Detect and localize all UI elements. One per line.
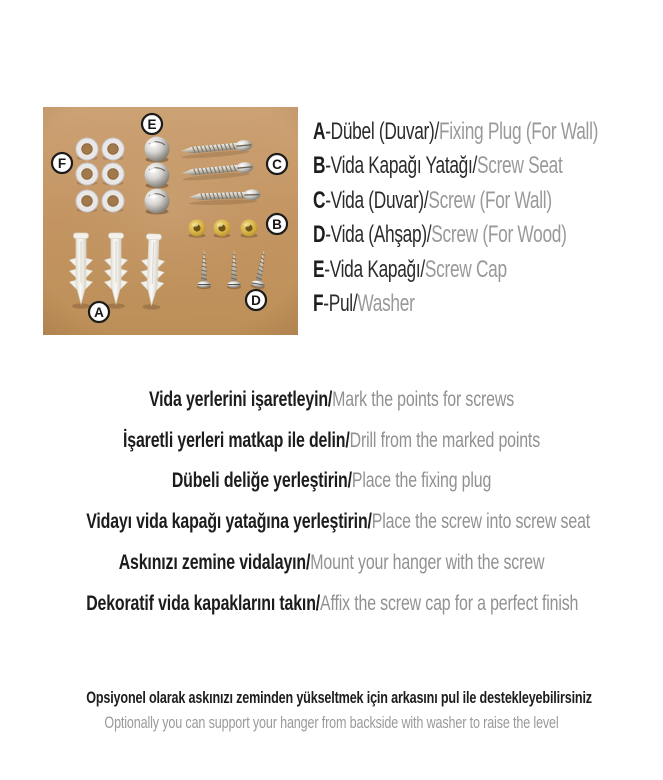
- legend-item-b: [313, 149, 562, 183]
- step-turkish: İşaretli yerleri matkap ile delin/: [122, 427, 350, 452]
- parts-legend: [313, 115, 663, 321]
- legend-item-c: [313, 184, 552, 218]
- label-e-text: E: [147, 116, 157, 132]
- step-turkish: Dekoratif vida kapaklarını takın/: [86, 590, 321, 615]
- label-d-text: D: [251, 292, 261, 308]
- legend-english: Washer: [357, 289, 415, 317]
- legend-turkish: -Vida Kapağı Yatağı/: [325, 152, 478, 180]
- optional-note: [0, 685, 663, 736]
- legend-letter: E: [313, 255, 325, 283]
- legend-item-e: [313, 253, 507, 287]
- label-b-text: B: [272, 216, 282, 232]
- label-e-badge: [142, 114, 162, 134]
- step-2: [86, 420, 577, 461]
- step-3: [86, 460, 577, 501]
- legend-letter: D: [313, 221, 326, 249]
- label-f-text: F: [57, 155, 67, 171]
- step-turkish: Askınızı zemine vidalayın/: [118, 549, 311, 574]
- legend-english: Screw Cap: [424, 255, 507, 283]
- legend-letter: B: [313, 152, 326, 180]
- legend-item-a: [313, 115, 598, 149]
- step-turkish: Dübeli deliğe yerleştirin/: [171, 468, 352, 493]
- label-a-badge: [89, 302, 109, 322]
- hardware-photo: [43, 107, 298, 335]
- step-5: [86, 542, 577, 583]
- legend-english: Screw Seat: [477, 152, 563, 180]
- step-english: Mark the points for screws: [332, 387, 515, 411]
- note-english: Optionally you can support your hanger from backside with washer to raise the level: [104, 713, 559, 733]
- legend-english: Screw (For Wood): [431, 221, 567, 249]
- mounting-steps: [0, 379, 663, 623]
- legend-turkish: -Vida Kapağı/: [324, 255, 425, 283]
- screw-seats-photo: [189, 220, 258, 238]
- label-b-badge: [267, 214, 287, 234]
- label-d-badge: [246, 290, 266, 310]
- note-turkish: Opsiyonel olarak askınızı zeminden yükseltmek için arkasını pul ile destekleyebilirsiniz: [86, 688, 592, 707]
- screw-caps-photo: [145, 137, 170, 215]
- legend-turkish: -Vida (Ahşap)/: [325, 221, 432, 249]
- legend-english: Fixing Plug (For Wall): [438, 118, 599, 145]
- step-english: Place the screw into screw seat: [371, 509, 591, 534]
- legend-item-d: [313, 218, 567, 252]
- step-1: [86, 379, 577, 420]
- step-english: Affix the screw cap for a perfect finish: [320, 590, 579, 615]
- step-english: Drill from the marked points: [349, 427, 541, 452]
- legend-turkish: -Pul/: [323, 289, 358, 317]
- label-c-badge: [267, 154, 287, 174]
- legend-english: Screw (For Wall): [428, 186, 552, 214]
- hardware-photo-svg: [43, 107, 298, 335]
- step-english: Place the fixing plug: [351, 468, 492, 493]
- legend-letter: C: [313, 186, 326, 214]
- legend-turkish: -Vida (Duvar)/: [325, 186, 429, 214]
- legend-turkish: -Dübel (Duvar)/: [325, 118, 439, 145]
- legend-letter: A: [313, 118, 326, 145]
- step-english: Mount your hanger with the screw: [310, 549, 545, 574]
- label-f-badge: [52, 153, 72, 173]
- legend-item-f: [313, 287, 415, 321]
- label-a-text: A: [94, 304, 104, 320]
- step-4: [86, 501, 591, 542]
- legend-letter: F: [313, 289, 324, 317]
- step-turkish: Vidayı vida kapağı yatağına yerleştirin/: [86, 509, 372, 534]
- step-6: [86, 583, 577, 624]
- step-turkish: Vida yerlerini işaretleyin/: [148, 387, 333, 411]
- label-c-text: C: [272, 156, 282, 172]
